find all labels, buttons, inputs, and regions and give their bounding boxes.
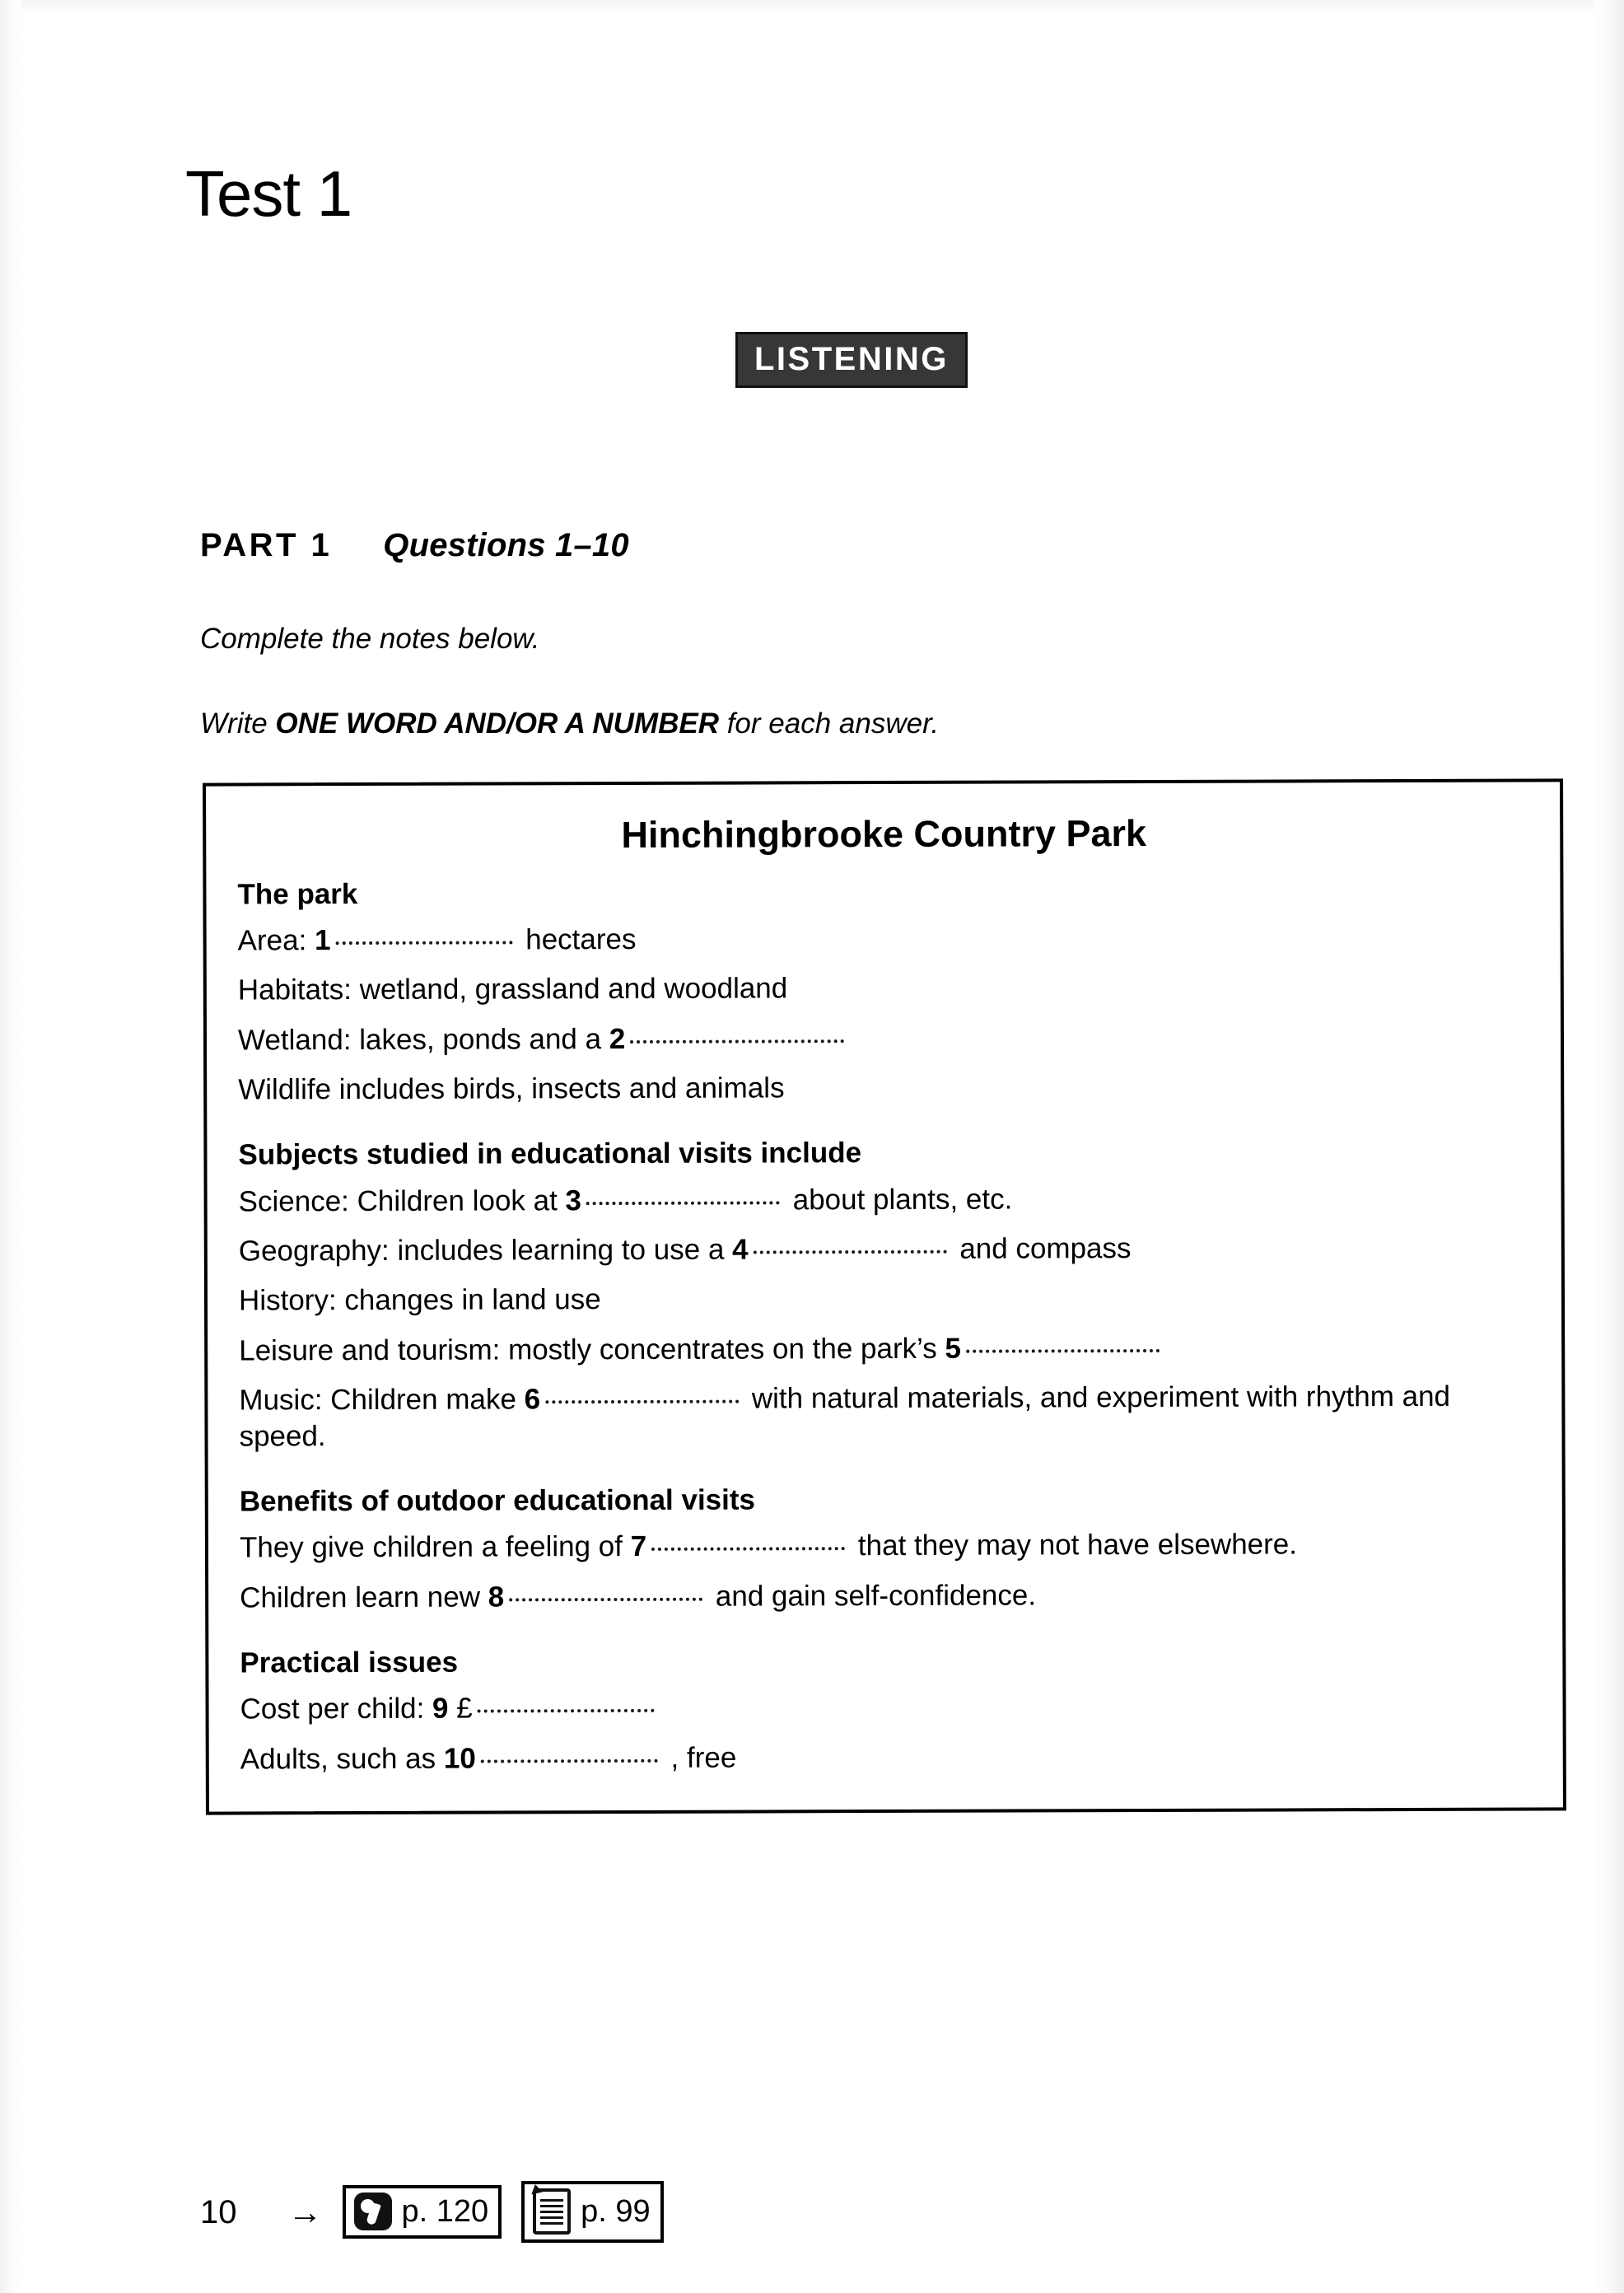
question-number: 5	[945, 1332, 962, 1365]
instruction-prefix: Write	[200, 708, 276, 740]
audio-icon	[354, 2193, 392, 2230]
question-number: 7	[630, 1530, 647, 1563]
part-label: PART 1	[200, 527, 333, 563]
note-line-text: Area:	[237, 923, 315, 957]
notes-section	[238, 1135, 1532, 1455]
part-questions-range: Questions 1–10	[383, 527, 629, 563]
question-number: 9	[432, 1692, 449, 1725]
note-line	[239, 1179, 1532, 1219]
note-line-text: Children learn new	[240, 1581, 488, 1614]
note-line	[239, 1279, 1532, 1319]
scan-edge-right	[1594, 0, 1624, 2293]
note-line	[238, 1018, 1531, 1058]
note-line	[238, 1067, 1531, 1107]
answer-blank[interactable]	[509, 1595, 702, 1601]
transcript-reference-label: p. 99	[581, 2194, 651, 2229]
answer-blank[interactable]	[586, 1199, 780, 1205]
page-title: Test 1	[185, 157, 352, 230]
note-line-text-trailing: and gain self-confidence.	[707, 1578, 1037, 1613]
scan-edge-top	[0, 0, 1624, 15]
notes-section-heading: Subjects studied in educational visits include	[238, 1137, 862, 1171]
transcript-icon-lines	[540, 2199, 563, 2225]
question-number: 6	[524, 1383, 541, 1416]
notes-section	[237, 874, 1531, 1108]
right-arrow-icon: →	[287, 2192, 323, 2231]
note-line-text-trailing: that they may not have elsewhere.	[850, 1528, 1298, 1562]
page-number: 10	[200, 2193, 237, 2230]
transcript-reference-chip[interactable]	[521, 2181, 664, 2243]
question-number: 3	[565, 1184, 582, 1217]
answer-blank[interactable]	[481, 1757, 658, 1763]
note-line-text: Adults, such as	[240, 1742, 444, 1776]
note-line-text: Wetland: lakes, ponds and a	[237, 1022, 609, 1056]
question-number: 4	[732, 1233, 749, 1266]
note-line-text-trailing: hectares	[517, 922, 637, 956]
note-line	[239, 1379, 1532, 1455]
part-heading	[200, 527, 629, 564]
answer-blank[interactable]	[966, 1347, 1160, 1353]
note-line-text-trailing: with natural materials, and experiment with rhythm and speed.	[239, 1380, 1451, 1452]
page-footer	[200, 2181, 664, 2243]
note-line	[240, 1737, 1533, 1777]
notes-title: Hinchingbrooke Country Park	[621, 811, 1147, 857]
transcript-icon	[533, 2188, 571, 2235]
audio-reference-chip[interactable]	[343, 2185, 502, 2239]
note-line	[238, 969, 1531, 1008]
note-line	[239, 1229, 1532, 1268]
note-line-text-trailing: , free	[662, 1741, 737, 1774]
notes-section-heading: Benefits of outdoor educational visits	[239, 1483, 756, 1518]
note-line-text: Leisure and tourism: mostly concentrates on the park’s	[239, 1332, 945, 1367]
note-line-text: They give children a feeling of	[239, 1530, 631, 1564]
note-line	[240, 1526, 1533, 1566]
question-number: 1	[314, 923, 331, 956]
note-line-text: Wildlife includes birds, insects and animals	[238, 1072, 785, 1106]
note-line-text: Music: Children make	[239, 1383, 525, 1417]
question-number: 10	[443, 1742, 476, 1775]
notes-section-heading: The park	[237, 877, 358, 910]
notes-box-inner	[206, 782, 1563, 1811]
currency-symbol: £	[448, 1692, 473, 1725]
note-line-text: History: changes in land use	[238, 1283, 601, 1317]
notes-section	[240, 1642, 1533, 1777]
instruction-line-2	[200, 709, 939, 738]
notes-sections	[237, 874, 1533, 1777]
note-line-text: Habitats: wetland, grassland and woodland	[237, 972, 788, 1006]
answer-blank[interactable]	[651, 1545, 845, 1551]
note-line-text-trailing: and compass	[951, 1232, 1132, 1265]
note-line-text: Cost per child:	[240, 1692, 433, 1726]
note-line	[240, 1688, 1533, 1727]
answer-blank[interactable]	[754, 1249, 947, 1254]
scan-edge-left	[0, 0, 21, 2293]
note-line-text-trailing: about plants, etc.	[784, 1183, 1013, 1216]
answer-blank[interactable]	[545, 1399, 739, 1404]
notes-section-heading: Practical issues	[240, 1646, 459, 1679]
instruction-emphasis: ONE WORD AND/OR A NUMBER	[275, 708, 719, 740]
note-line	[239, 1329, 1532, 1368]
note-line	[238, 918, 1531, 958]
note-line-text: Geography: includes learning to use a	[238, 1233, 733, 1268]
answer-blank[interactable]	[478, 1707, 655, 1713]
notes-box	[203, 778, 1566, 1814]
section-badge: LISTENING	[735, 332, 968, 388]
question-number: 8	[488, 1580, 505, 1614]
notes-section	[240, 1481, 1533, 1615]
audio-reference-label: p. 120	[401, 2194, 489, 2229]
answer-blank[interactable]	[630, 1038, 844, 1044]
question-number: 2	[609, 1022, 626, 1055]
instruction-suffix: for each answer.	[718, 708, 940, 740]
answer-blank[interactable]	[335, 939, 512, 945]
instruction-line-1: Complete the notes below.	[200, 623, 540, 655]
note-line-text: Science: Children look at	[238, 1184, 566, 1218]
note-line	[240, 1576, 1533, 1615]
